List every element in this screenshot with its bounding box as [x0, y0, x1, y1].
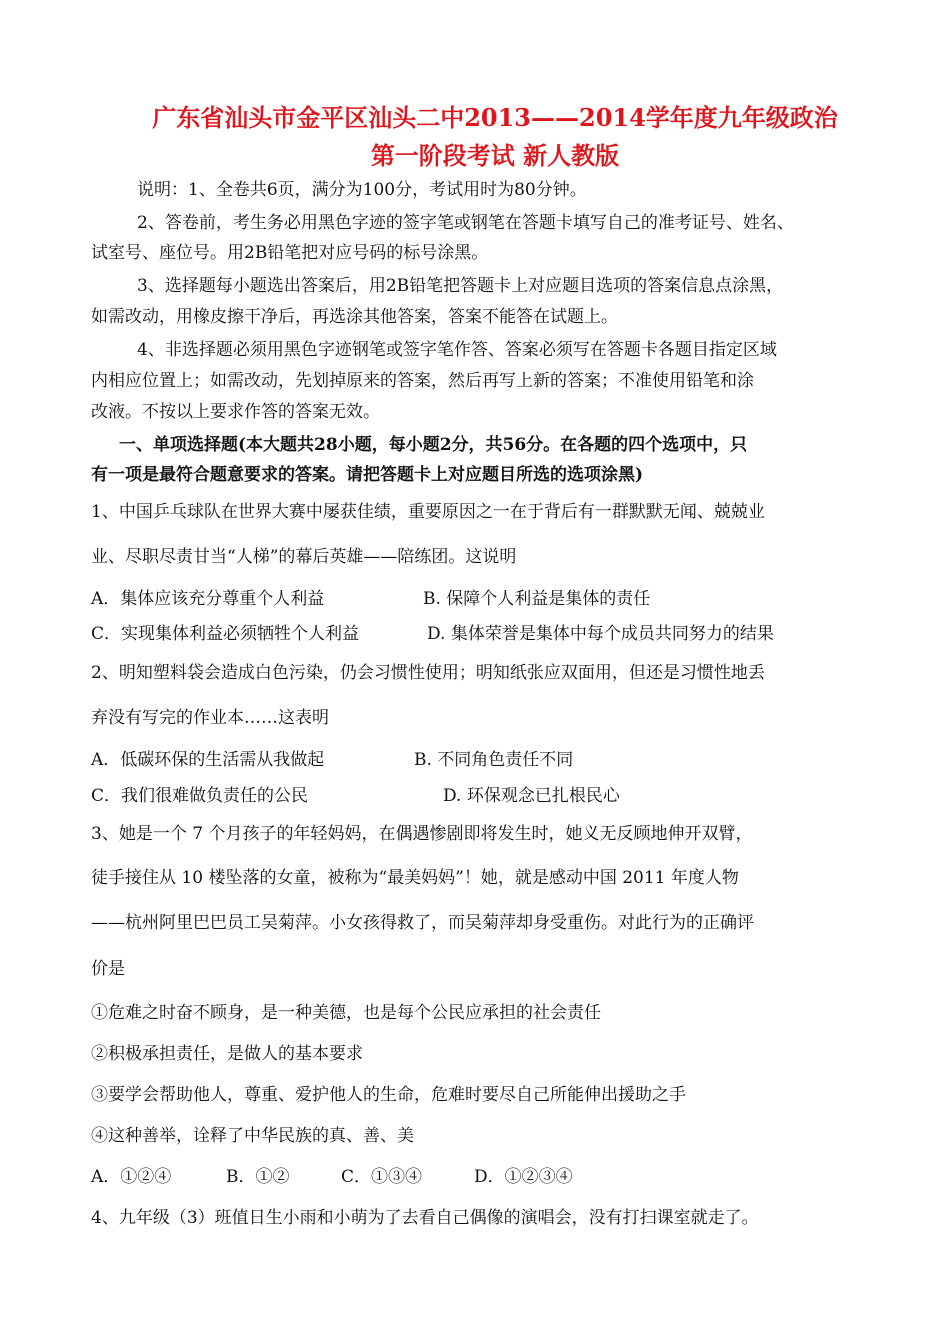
- q3-option-b: B．①②: [226, 1167, 290, 1187]
- q2-stem-line-1: 2、明知塑料袋会造成白色污染，仍会习惯性使用；明知纸张应双面用，但还是习惯性地丢: [91, 663, 765, 683]
- q1-stem-line-2: 业、尽职尽责甘当“人梯”的幕后英雄——陪练团。这说明: [91, 547, 517, 567]
- q1-option-c: C．实现集体利益必须牺牲个人利益: [91, 624, 360, 644]
- q2-stem-line-2: 弃没有写完的作业本……这表明: [91, 708, 329, 728]
- q3-statement-1: ①危难之时奋不顾身，是一种美德，也是每个公民应承担的社会责任: [91, 1003, 601, 1023]
- q3-stem-line-3: ——杭州阿里巴巴员工吴菊萍。小女孩得救了，而吴菊萍却身受重伤。对此行为的正确评: [91, 913, 754, 933]
- q2-option-c: C．我们很难做负责任的公民: [91, 786, 309, 806]
- instruction-2-cont: 试室号、座位号。用2B铅笔把对应号码的标号涂黑。: [91, 243, 489, 263]
- q1-option-a: A．集体应该充分尊重个人利益: [91, 589, 325, 609]
- q3-option-d: D．①②③④: [474, 1167, 573, 1187]
- q3-option-c: C．①③④: [341, 1167, 423, 1187]
- section-heading-2: 有一项是最符合题意要求的答案。请把答题卡上对应题目所选的选项涂黑): [91, 465, 644, 485]
- exam-title-line-1: 广东省汕头市金平区汕头二中2013——2014学年度九年级政治: [152, 103, 838, 132]
- q3-stem-line-4: 价是: [91, 959, 125, 979]
- instruction-4: 4、非选择题必须用黑色字迹钢笔或签字笔作答、答案必须写在答题卡各题目指定区域: [137, 340, 777, 360]
- instruction-3: 3、选择题每小题选出答案后，用2B铅笔把答题卡上对应题目选项的答案信息点涂黑，: [137, 276, 784, 296]
- q2-option-a: A．低碳环保的生活需从我做起: [91, 750, 325, 770]
- section-heading-1: 一、单项选择题(本大题共28小题，每小题2分，共56分。在各题的四个选项中，只: [119, 435, 748, 455]
- q3-stem-line-1: 3、她是一个 7 个月孩子的年轻妈妈，在偶遇惨剧即将发生时，她义无反顾地伸开双臂，: [91, 824, 753, 844]
- q1-option-b: B. 保障个人利益是集体的责任: [423, 589, 651, 609]
- q3-statement-2: ②积极承担责任，是做人的基本要求: [91, 1044, 363, 1064]
- q3-stem-line-2: 徒手接住从 10 楼坠落的女童，被称为“最美妈妈”！她，就是感动中国 2011 年度人物: [91, 868, 739, 888]
- exam-title-line-2: 第一阶段考试 新人教版: [370, 141, 620, 170]
- q3-statement-3: ③要学会帮助他人，尊重、爱护他人的生命，危难时要尽自己所能伸出援助之手: [91, 1085, 686, 1105]
- instruction-3-cont: 如需改动，用橡皮擦干净后，再选涂其他答案，答案不能答在试题上。: [91, 307, 618, 327]
- q3-statement-4: ④这种善举，诠释了中华民族的真、善、美: [91, 1126, 414, 1146]
- q2-option-d: D. 环保观念已扎根民心: [443, 786, 620, 806]
- q4-stem-line-1: 4、九年级（3）班值日生小雨和小萌为了去看自己偶像的演唱会，没有打扫课室就走了。: [91, 1208, 759, 1228]
- q2-option-b: B. 不同角色责任不同: [414, 750, 574, 770]
- instruction-4-cont-2: 改液。不按以上要求作答的答案无效。: [91, 402, 380, 422]
- instruction-4-cont-1: 内相应位置上；如需改动，先划掉原来的答案，然后再写上新的答案；不准使用铅笔和涂: [91, 371, 754, 391]
- instruction-1: 说明：1、全卷共6页，满分为100分，考试用时为80分钟。: [137, 180, 587, 200]
- q1-stem-line-1: 1、中国乒乓球队在世界大赛中屡获佳绩，重要原因之一在于背后有一群默默无闻、兢兢业: [91, 502, 765, 522]
- q1-option-d: D. 集体荣誉是集体中每个成员共同努力的结果: [427, 624, 774, 644]
- instruction-2: 2、答卷前，考生务必用黑色字迹的签字笔或钢笔在答题卡填写自己的准考证号、姓名、: [137, 213, 794, 233]
- q3-option-a: A．①②④: [91, 1167, 172, 1187]
